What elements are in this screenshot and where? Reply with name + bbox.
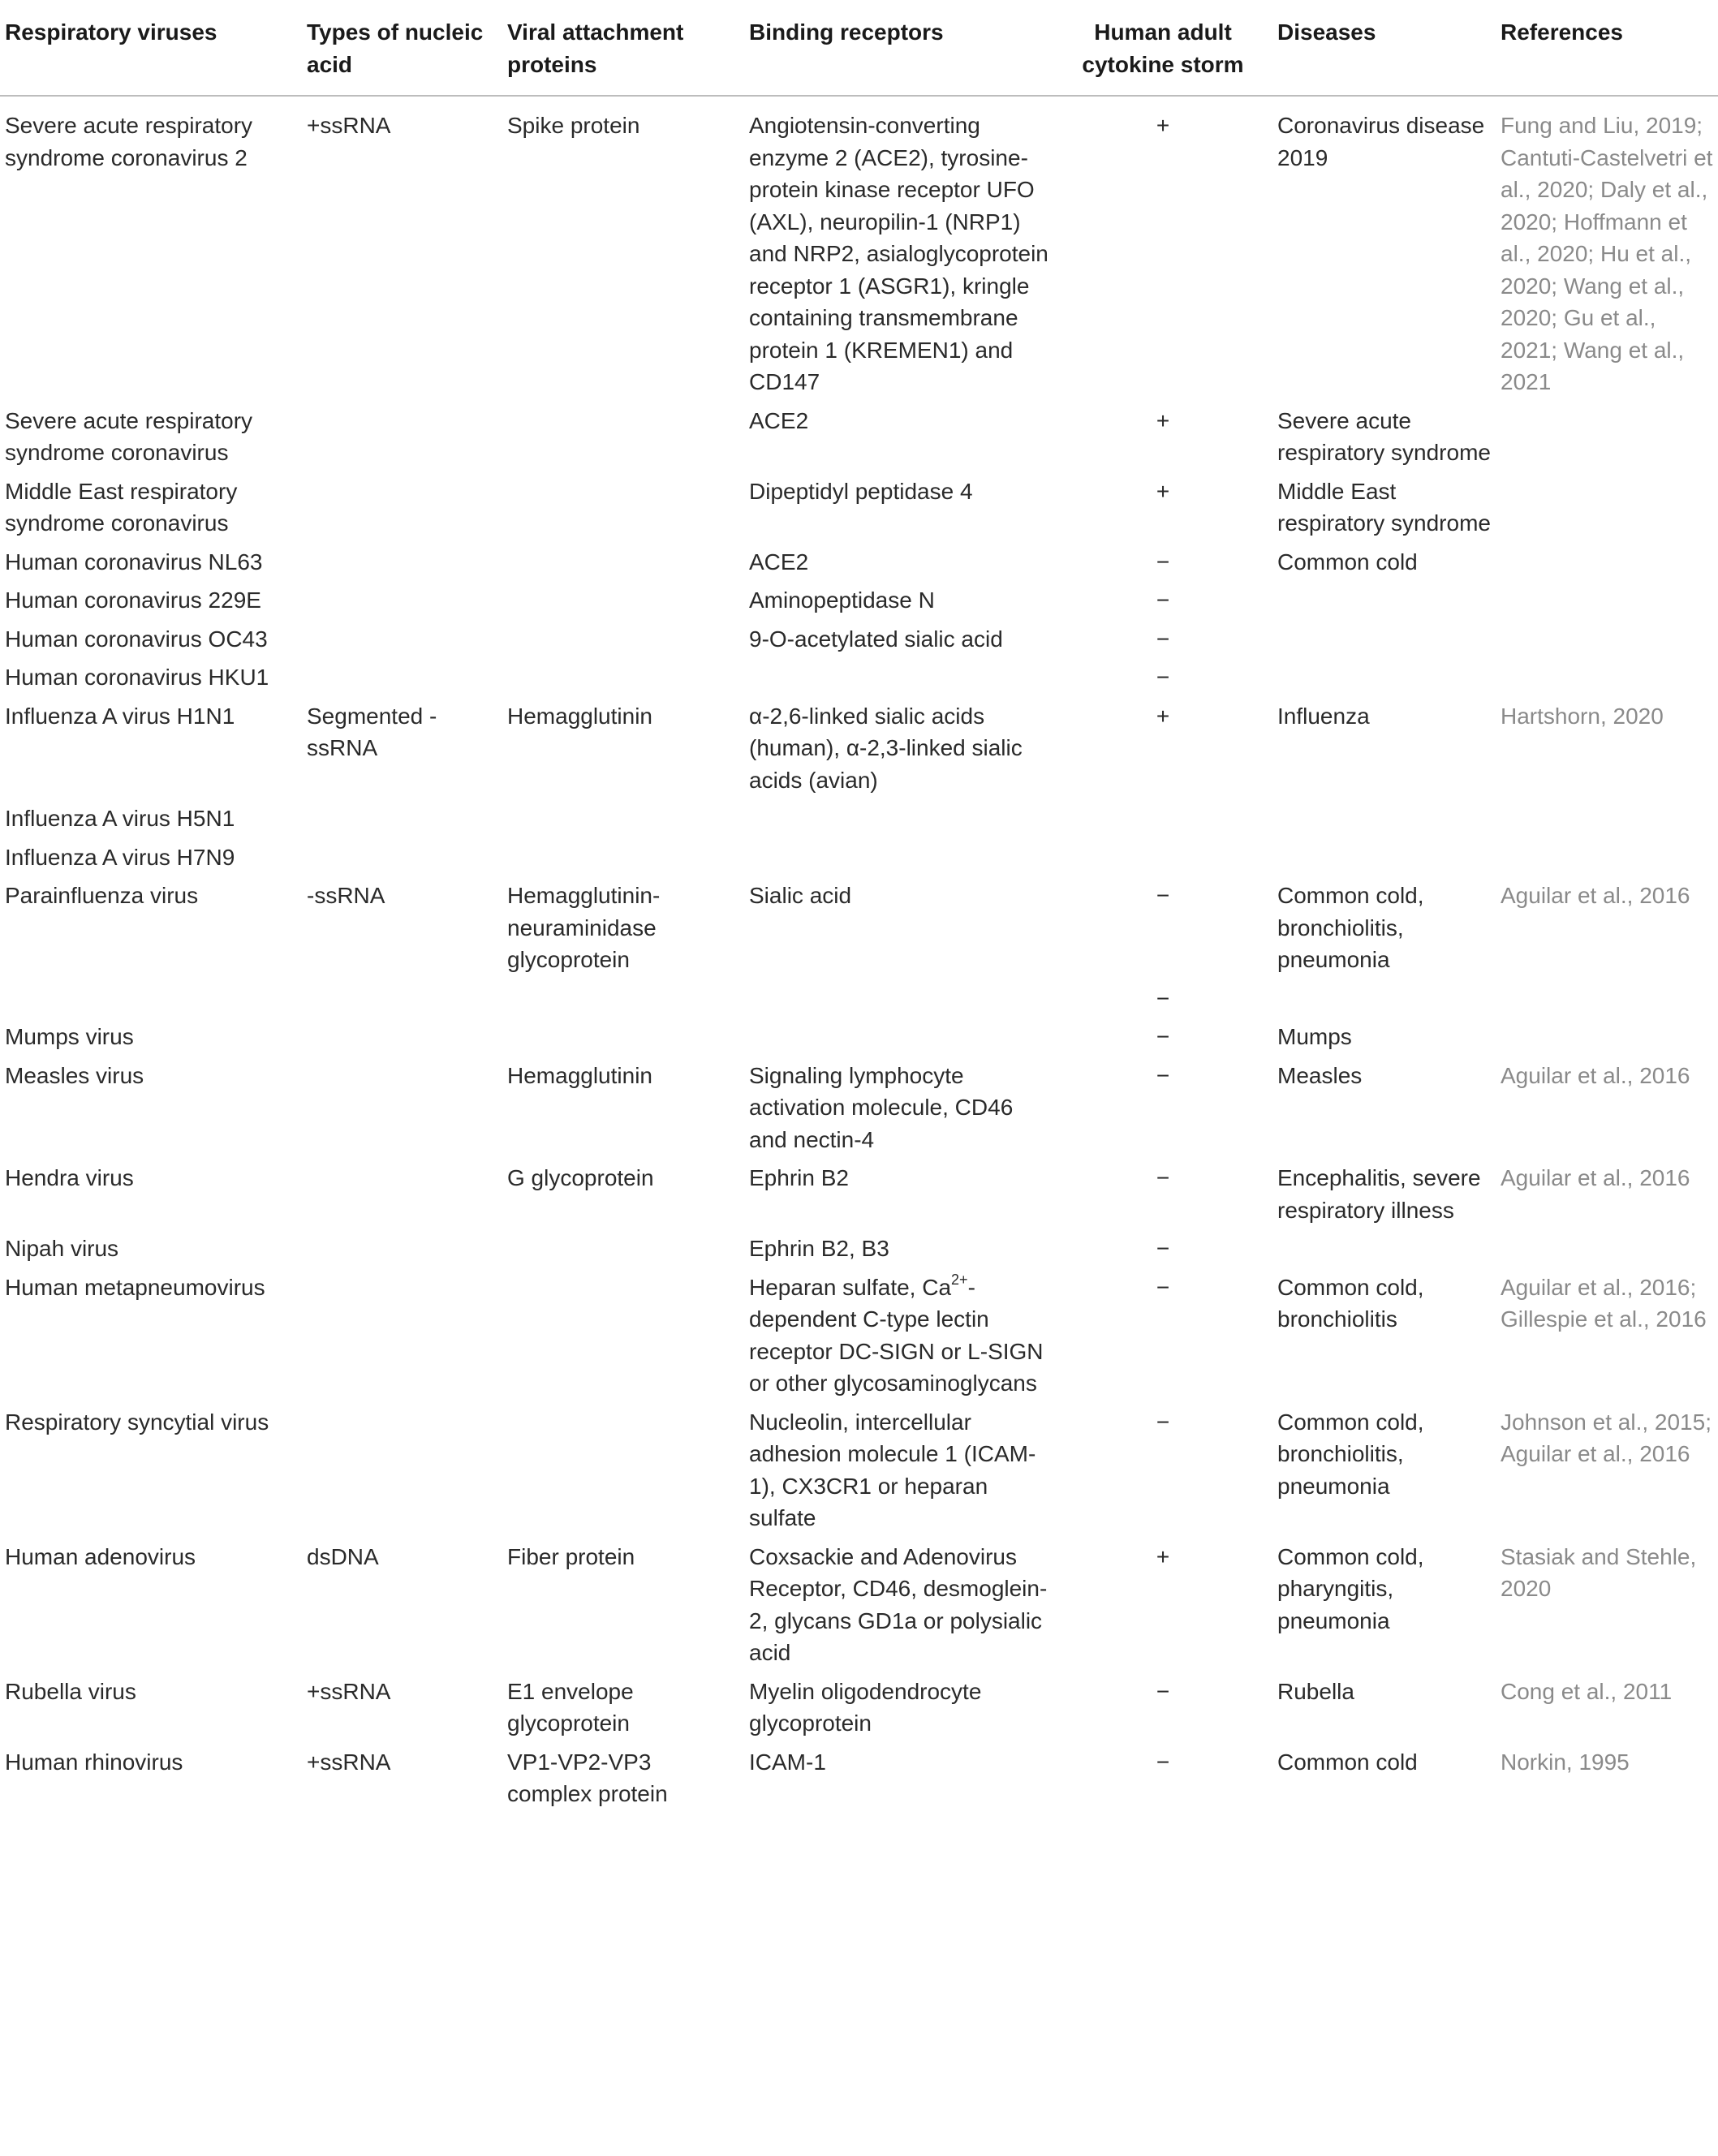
- table-row: [0, 1403, 1718, 1538]
- virus-cell: Human coronavirus HKU1: [5, 665, 269, 690]
- storm-cell: −: [1156, 883, 1170, 908]
- references-cell: [1496, 979, 1718, 1018]
- virus-cell: Measles virus: [5, 1062, 144, 1088]
- receptors-superscript: 2+: [951, 1272, 968, 1289]
- nucleic-cell: [302, 658, 502, 697]
- storm-cell: −: [1156, 1749, 1170, 1775]
- references-cell: Aguilar et al., 2016: [1501, 883, 1690, 908]
- references-cell: Fung and Liu, 2019; Cantuti-Castelvetri et al., 2020; Daly et al., 2020; Hoffmann et al., 2020; Hu et al., 2020; Wang et al., 2020; Gu et al., 2021; Wang et al., 2021: [1501, 113, 1713, 394]
- table-row: [0, 876, 1718, 979]
- storm-cell: +: [1156, 113, 1170, 138]
- storm-cell: −: [1156, 1062, 1170, 1088]
- nucleic-cell: [302, 581, 502, 620]
- receptors-cell: ACE2: [749, 549, 809, 575]
- disease-cell: [1272, 799, 1496, 838]
- receptors-cell: 9-O-acetylated sialic acid: [749, 626, 1003, 652]
- table-row: [0, 1056, 1718, 1160]
- virus-cell: Rubella virus: [5, 1678, 136, 1704]
- storm-cell: +: [1156, 478, 1170, 504]
- storm-cell: −: [1156, 1024, 1170, 1049]
- receptors-cell: [744, 658, 1053, 697]
- virus-cell: Influenza A virus H1N1: [5, 703, 235, 729]
- nucleic-cell: [302, 979, 502, 1018]
- storm-cell: −: [1156, 1236, 1170, 1261]
- table-row: [0, 543, 1718, 582]
- disease-cell: Measles: [1277, 1062, 1363, 1088]
- virus-cell: Hendra virus: [5, 1165, 134, 1190]
- nucleic-cell: [302, 1268, 502, 1403]
- disease-cell: Coronavirus disease 2019: [1277, 113, 1485, 170]
- storm-cell: [1053, 838, 1272, 877]
- disease-cell: Common cold, bronchiolitis: [1277, 1274, 1424, 1332]
- storm-cell: −: [1156, 1678, 1170, 1704]
- attachment-cell: [502, 1403, 744, 1538]
- disease-cell: Common cold: [1277, 1749, 1418, 1775]
- virus-cell: Middle East respiratory syndrome coronavirus: [5, 478, 238, 536]
- disease-cell: [1272, 979, 1496, 1018]
- table-row: [0, 658, 1718, 697]
- storm-cell: −: [1156, 549, 1170, 575]
- nucleic-cell: [302, 1403, 502, 1538]
- disease-cell: Middle East respiratory syndrome: [1277, 478, 1491, 536]
- nucleic-cell: [302, 1056, 502, 1160]
- table-row: [0, 1229, 1718, 1268]
- disease-cell: Encephalitis, severe respiratory illness: [1277, 1165, 1481, 1223]
- attachment-cell: [502, 838, 744, 877]
- references-cell: [1496, 581, 1718, 620]
- attachment-cell: E1 envelope glycoprotein: [507, 1678, 634, 1736]
- receptors-cell: [744, 1268, 1053, 1403]
- receptors-cell: Coxsackie and Adenovirus Receptor, CD46, desmoglein-2, glycans GD1a or polysialic acid: [749, 1543, 1048, 1665]
- receptors-text-pre: Heparan sulfate, Ca: [749, 1274, 952, 1300]
- receptors-cell: Signaling lymphocyte activation molecule, CD46 and nectin-4: [749, 1062, 1014, 1152]
- references-cell: [1496, 402, 1718, 472]
- table-row: [0, 799, 1718, 838]
- virus-cell: Parainfluenza virus: [5, 883, 199, 908]
- virus-cell: Human coronavirus 229E: [5, 587, 261, 613]
- table-row: [0, 838, 1718, 877]
- attachment-cell: G glycoprotein: [507, 1165, 654, 1190]
- table-row: [0, 979, 1718, 1018]
- storm-cell: [1053, 799, 1272, 838]
- receptors-cell: [744, 979, 1053, 1018]
- receptors-cell: ACE2: [749, 407, 809, 433]
- references-cell: [1496, 620, 1718, 659]
- storm-cell: +: [1156, 1543, 1170, 1569]
- attachment-cell: VP1-VP2-VP3 complex protein: [507, 1749, 668, 1806]
- header-row: [0, 0, 1718, 96]
- table-row: [0, 1672, 1718, 1743]
- receptors-text-post: -dependent C-type lectin receptor DC-SIGN or L-SIGN or other glycosaminoglycans: [749, 1274, 1044, 1396]
- nucleic-cell: [302, 472, 502, 543]
- attachment-cell: Hemagglutinin: [507, 703, 652, 729]
- references-cell: [1496, 1229, 1718, 1268]
- disease-cell: Influenza: [1277, 703, 1370, 729]
- nucleic-cell: Segmented -ssRNA: [307, 703, 437, 760]
- attachment-cell: [502, 402, 744, 472]
- table-row: [0, 581, 1718, 620]
- disease-cell: Common cold, pharyngitis, pneumonia: [1277, 1543, 1424, 1633]
- receptors-cell: Sialic acid: [749, 883, 852, 908]
- references-cell: Johnson et al., 2015; Aguilar et al., 2016: [1501, 1409, 1712, 1466]
- header-binding-receptors: Binding receptors: [744, 0, 1053, 96]
- references-cell: Stasiak and Stehle, 2020: [1501, 1543, 1697, 1601]
- references-cell: Norkin, 1995: [1501, 1749, 1630, 1775]
- virus-cell: Mumps virus: [5, 1024, 134, 1049]
- virus-cell: Influenza A virus H7N9: [5, 844, 235, 870]
- nucleic-cell: +ssRNA: [307, 1678, 391, 1704]
- references-cell: Aguilar et al., 2016: [1501, 1062, 1690, 1088]
- virus-cell: Human rhinovirus: [5, 1749, 183, 1775]
- header-diseases: Diseases: [1272, 0, 1496, 96]
- nucleic-cell: [302, 1018, 502, 1056]
- table-row: [0, 1743, 1718, 1814]
- table-row: [0, 96, 1718, 402]
- disease-cell: Rubella: [1277, 1678, 1354, 1704]
- attachment-cell: Fiber protein: [507, 1543, 635, 1569]
- attachment-cell: [502, 1018, 744, 1056]
- attachment-cell: [502, 620, 744, 659]
- header-cytokine-storm: Human adult cytokine storm: [1053, 0, 1272, 96]
- nucleic-cell: +ssRNA: [307, 1749, 391, 1775]
- nucleic-cell: [302, 799, 502, 838]
- disease-cell: Common cold, bronchiolitis, pneumonia: [1277, 883, 1424, 972]
- attachment-cell: [502, 581, 744, 620]
- disease-cell: [1272, 620, 1496, 659]
- nucleic-cell: [302, 1159, 502, 1229]
- table-row: [0, 697, 1718, 800]
- virus-cell: [0, 979, 302, 1018]
- references-cell: [1496, 1018, 1718, 1056]
- disease-cell: Common cold, bronchiolitis, pneumonia: [1277, 1409, 1424, 1499]
- receptors-cell: Ephrin B2: [749, 1165, 849, 1190]
- storm-cell: −: [1156, 587, 1170, 613]
- disease-cell: [1272, 658, 1496, 697]
- receptors-cell: [744, 1018, 1053, 1056]
- header-attachment-proteins: Viral attachment proteins: [502, 0, 744, 96]
- table-row: [0, 1018, 1718, 1056]
- header-nucleic-acid: Types of nucleic acid: [302, 0, 502, 96]
- receptors-cell: Aminopeptidase N: [749, 587, 935, 613]
- virus-cell: Human coronavirus OC43: [5, 626, 268, 652]
- table-row: [0, 1538, 1718, 1672]
- header-references: References: [1496, 0, 1718, 96]
- table-row: [0, 1268, 1718, 1403]
- storm-cell: −: [1156, 665, 1170, 690]
- receptors-cell: Dipeptidyl peptidase 4: [749, 478, 973, 504]
- table-row: [0, 1159, 1718, 1229]
- receptors-cell: ICAM-1: [749, 1749, 826, 1775]
- attachment-cell: [502, 658, 744, 697]
- table-row: [0, 620, 1718, 659]
- references-cell: [1496, 799, 1718, 838]
- virus-cell: Severe acute respiratory syndrome coronavirus 2: [5, 113, 253, 170]
- storm-cell: −: [1156, 1165, 1170, 1190]
- nucleic-cell: [302, 1229, 502, 1268]
- attachment-cell: [502, 543, 744, 582]
- attachment-cell: [502, 1229, 744, 1268]
- references-cell: Aguilar et al., 2016; Gillespie et al., 2016: [1501, 1274, 1707, 1332]
- disease-cell: [1272, 581, 1496, 620]
- nucleic-cell: +ssRNA: [307, 113, 391, 138]
- attachment-cell: [502, 979, 744, 1018]
- references-cell: [1496, 658, 1718, 697]
- attachment-cell: [502, 1268, 744, 1403]
- receptors-cell: [744, 838, 1053, 877]
- disease-cell: Common cold: [1277, 549, 1418, 575]
- virus-cell: Respiratory syncytial virus: [5, 1409, 269, 1435]
- attachment-cell: Hemagglutinin-neuraminidase glycoprotein: [507, 883, 661, 972]
- receptors-cell: Nucleolin, intercellular adhesion molecule 1 (ICAM-1), CX3CR1 or heparan sulfate: [749, 1409, 1036, 1530]
- attachment-cell: Hemagglutinin: [507, 1062, 652, 1088]
- receptors-cell: Angiotensin-converting enzyme 2 (ACE2), tyrosine-protein kinase receptor UFO (AXL), neuropilin-1 (NRP1) and NRP2, asialoglycoprotein receptor 1 (ASGR1), kringle containing transmembrane protein 1 (KREMEN1) and CD147: [749, 113, 1048, 394]
- virus-cell: Severe acute respiratory syndrome coronavirus: [5, 407, 253, 465]
- virus-cell: Human adenovirus: [5, 1543, 196, 1569]
- virus-cell: Human metapneumovirus: [5, 1274, 265, 1300]
- virus-cell: Human coronavirus NL63: [5, 549, 263, 575]
- virus-cell: Influenza A virus H5N1: [5, 806, 235, 831]
- receptors-cell: α-2,6-linked sialic acids (human), α-2,3-linked sialic acids (avian): [749, 703, 1023, 793]
- nucleic-cell: -ssRNA: [307, 883, 385, 908]
- references-cell: [1496, 838, 1718, 877]
- storm-cell: −: [1156, 626, 1170, 652]
- references-cell: Hartshorn, 2020: [1501, 703, 1664, 729]
- attachment-cell: [502, 799, 744, 838]
- disease-cell: [1272, 1229, 1496, 1268]
- virus-cell: Nipah virus: [5, 1236, 119, 1261]
- header-virus: Respiratory viruses: [0, 0, 302, 96]
- table-row: [0, 402, 1718, 472]
- storm-cell: −: [1156, 985, 1170, 1011]
- receptors-cell: Ephrin B2, B3: [749, 1236, 889, 1261]
- attachment-cell: [502, 472, 744, 543]
- nucleic-cell: dsDNA: [307, 1543, 379, 1569]
- storm-cell: +: [1156, 407, 1170, 433]
- storm-cell: +: [1156, 703, 1170, 729]
- receptors-cell: [744, 799, 1053, 838]
- nucleic-cell: [302, 543, 502, 582]
- references-cell: [1496, 543, 1718, 582]
- nucleic-cell: [302, 402, 502, 472]
- disease-cell: Mumps: [1277, 1024, 1352, 1049]
- references-cell: [1496, 472, 1718, 543]
- references-cell: Aguilar et al., 2016: [1501, 1165, 1690, 1190]
- nucleic-cell: [302, 620, 502, 659]
- nucleic-cell: [302, 838, 502, 877]
- references-cell: Cong et al., 2011: [1501, 1678, 1673, 1704]
- disease-cell: Severe acute respiratory syndrome: [1277, 407, 1491, 465]
- table-row: [0, 472, 1718, 543]
- disease-cell: [1272, 838, 1496, 877]
- receptors-cell: Myelin oligodendrocyte glycoprotein: [749, 1678, 982, 1736]
- storm-cell: −: [1156, 1409, 1170, 1435]
- attachment-cell: Spike protein: [507, 113, 640, 138]
- storm-cell: −: [1156, 1274, 1170, 1300]
